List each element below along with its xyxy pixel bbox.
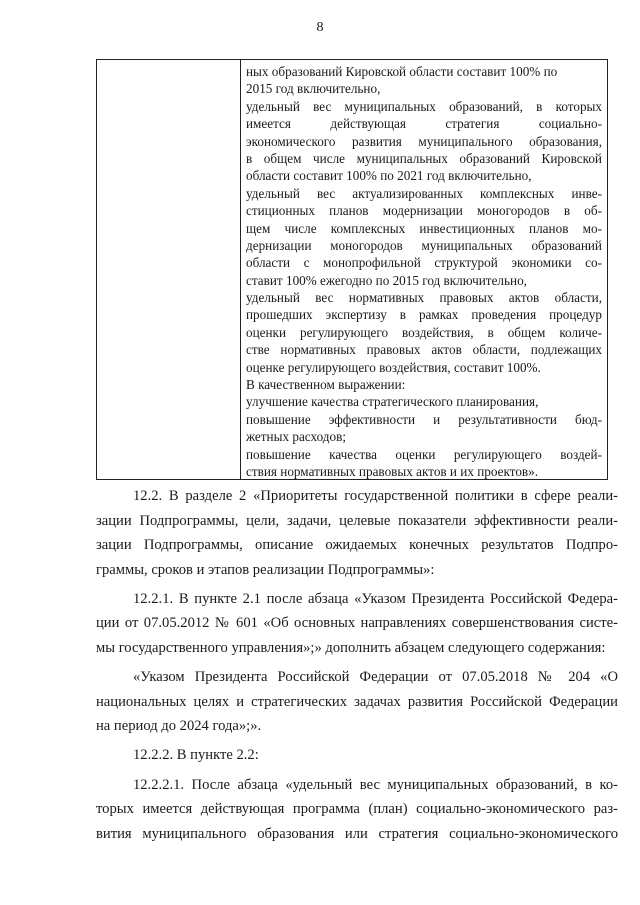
- table-cell-line: улучшение качества стратегического планирования,: [246, 394, 539, 410]
- table-cell-line: области с монопрофильной структурой экономики со-: [246, 255, 602, 271]
- table-cell-line: дернизации моногородов муниципальных образований: [246, 237, 602, 253]
- table-cell-line: прошедших экспертизу в рамках проведения процедур: [246, 307, 602, 323]
- paragraph-line: зации Подпрограммы, описание ожидаемых конечных результатов Подпро-: [96, 537, 618, 554]
- paragraph-line: на период до 2024 года»;».: [96, 718, 262, 735]
- paragraph-line: 12.2.2. В пункте 2.2:: [133, 747, 259, 764]
- table-column-divider: [240, 60, 241, 479]
- table-cell-line: удельный вес актуализированных комплексных инве-: [246, 185, 602, 201]
- table-cell-line: области составит 100% по 2021 год включительно,: [246, 168, 532, 184]
- paragraph-line: 12.2.1. В пункте 2.1 после абзаца «Указом Президента Российской Федера-: [133, 590, 618, 607]
- table-cell-line: стве нормативных правовых актов области, подлежащих: [246, 342, 602, 358]
- paragraph-line: 12.2. В разделе 2 «Приоритеты государственной политики в сфере реали-: [133, 488, 618, 504]
- paragraph-line: вития муниципального образования или стратегия социально-экономического: [96, 825, 618, 842]
- paragraph-line: торых имеется действующая программа (план) социально-экономического раз-: [96, 801, 618, 818]
- table-cell-line: повышение качества оценки регулирующего воздей-: [246, 446, 602, 462]
- paragraph-line: «Указом Президента Российской Федерации от 07.05.2018 № 204 «О: [133, 669, 618, 686]
- table-cell-line: ствия нормативных правовых актов и их проектов».: [246, 463, 539, 479]
- table-cell-line: экономического развития муниципального образования,: [246, 133, 602, 149]
- table-cell-line: удельный вес муниципальных образований, в которых: [246, 98, 602, 114]
- paragraph-line: национальных целях и стратегических задачах развития Российской Федерации: [96, 693, 618, 710]
- table-cell-line: в общем числе муниципальных образований Кировской: [246, 150, 602, 166]
- table-cell-text: [246, 63, 602, 480]
- table-cell-line: ставит 100% ежегодно по 2015 год включительно,: [246, 272, 527, 288]
- paragraph-line: мы государственного управления»;» дополнить абзацем следующего содержания:: [96, 640, 606, 657]
- indicators-table: [96, 59, 608, 480]
- table-cell-line: удельный вес нормативных правовых актов области,: [246, 290, 602, 306]
- table-cell-line: повышение эффективности и результативности бюд-: [246, 411, 602, 427]
- table-cell-line: имеется действующая стратегия социально-: [246, 116, 602, 132]
- paragraph-line: зации Подпрограммы, цели, задачи, целевые показатели эффективности реали-: [96, 512, 618, 529]
- table-cell-line: 2015 год включительно,: [246, 81, 381, 97]
- table-cell-line: жетных расходов;: [246, 429, 346, 445]
- table-cell-line: ных образований Кировской области составит 100% по: [246, 64, 558, 79]
- table-cell-line: стиционных планов модернизации моногородов в об-: [246, 203, 602, 219]
- table-cell-line: В качественном выражении:: [246, 377, 406, 393]
- table-cell-line: оценки регулирующего воздействия, в общем количе-: [246, 324, 602, 340]
- document-body: [96, 484, 618, 846]
- page-number: 8: [316, 20, 324, 35]
- paragraph-line: 12.2.2.1. После абзаца «удельный вес муниципальных образований, в ко-: [133, 776, 618, 793]
- table-cell-line: щем числе комплексных инвестиционных планов мо-: [246, 220, 602, 236]
- paragraph-line: граммы, сроков и этапов реализации Подпрограммы»:: [96, 561, 435, 578]
- paragraph-line: ции от 07.05.2012 № 601 «Об основных направлениях совершенствования систе-: [96, 615, 618, 632]
- table-cell-line: оценке регулирующего воздействия, составит 100%.: [246, 359, 541, 375]
